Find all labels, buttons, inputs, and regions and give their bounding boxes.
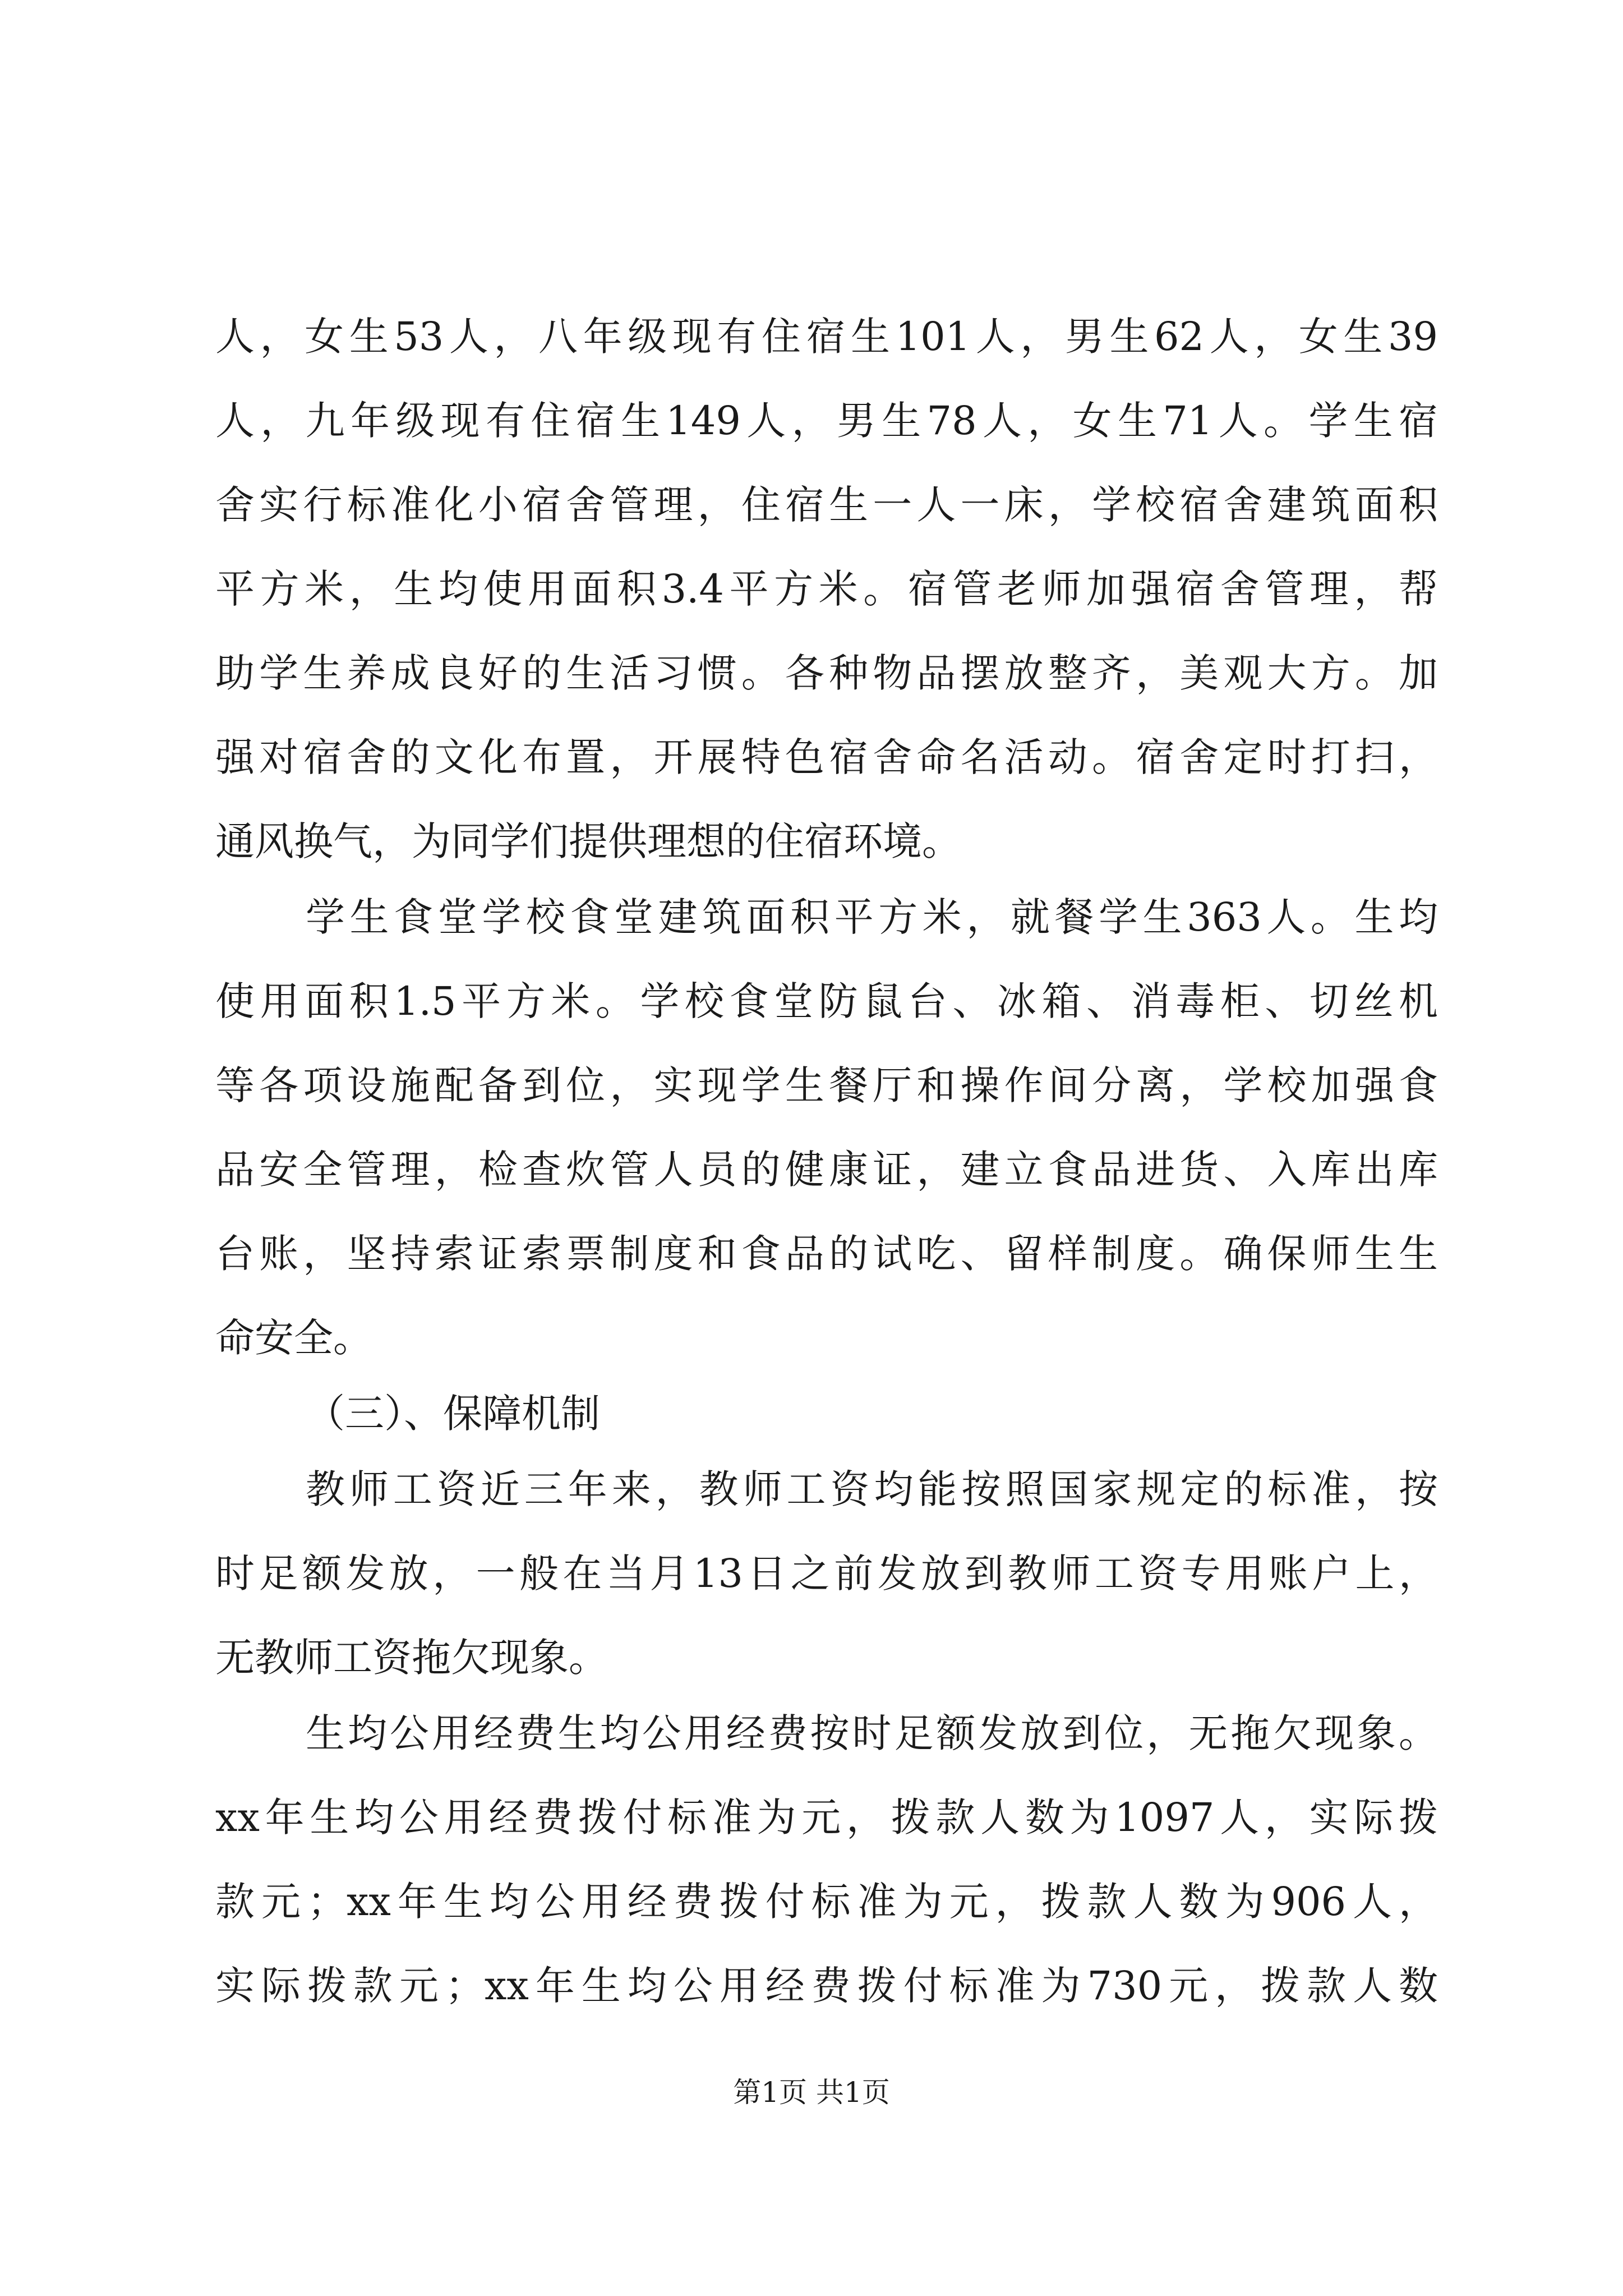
text-line: 舍实行标准化小宿舍管理，住宿生一人一床，学校宿舍建筑面积 — [215, 482, 1438, 528]
text-line: 人，九年级现有住宿生149人，男生78人，女生71人。学生宿 — [215, 398, 1438, 444]
text-line: 款元；xx年生均公用经费拨付标准为元，拨款人数为906人， — [215, 1879, 1438, 1925]
text-line: 通风换气，为同学们提供理想的住宿环境。 — [215, 818, 961, 864]
text-line: 时足额发放，一般在当月13日之前发放到教师工资专用账户上， — [215, 1550, 1438, 1596]
text-line: 品安全管理，检查炊管人员的健康证，建立食品进货、入库出库 — [215, 1147, 1438, 1193]
page-footer: 第1页 共1页 — [733, 2076, 890, 2109]
text-line: 强对宿舍的文化布置，开展特色宿舍命名活动。宿舍定时打扫， — [215, 734, 1438, 780]
text-line: 教师工资近三年来，教师工资均能按照国家规定的标准，按 — [306, 1466, 1438, 1512]
text-line: 学生食堂学校食堂建筑面积平方米，就餐学生363人。生均 — [306, 894, 1438, 940]
text-line: xx年生均公用经费拨付标准为元，拨款人数为1097人，实际拨 — [215, 1795, 1438, 1841]
text-line: 使用面积1.5平方米。学校食堂防鼠台、冰箱、消毒柜、切丝机 — [215, 978, 1438, 1024]
text-line: 无教师工资拖欠现象。 — [215, 1635, 608, 1681]
text-line: 人，女生53人，八年级现有住宿生101人，男生62人，女生39 — [215, 314, 1438, 360]
text-line: 命安全。 — [215, 1315, 372, 1361]
text-line: 台账，坚持索证索票制度和食品的试吃、留样制度。确保师生生 — [215, 1231, 1438, 1277]
text-line: 平方米，生均使用面积3.4平方米。宿管老师加强宿舍管理，帮 — [215, 566, 1438, 612]
text-line: 助学生养成良好的生活习惯。各种物品摆放整齐，美观大方。加 — [215, 650, 1438, 696]
text-line: 生均公用经费生均公用经费按时足额发放到位，无拖欠现象。 — [306, 1710, 1438, 1756]
text-line: 等各项设施配备到位，实现学生餐厅和操作间分离，学校加强食 — [215, 1062, 1438, 1108]
section-heading: （三）、保障机制 — [306, 1391, 600, 1437]
text-line: 实际拨款元；xx年生均公用经费拨付标准为730元，拨款人数 — [215, 1963, 1438, 2009]
